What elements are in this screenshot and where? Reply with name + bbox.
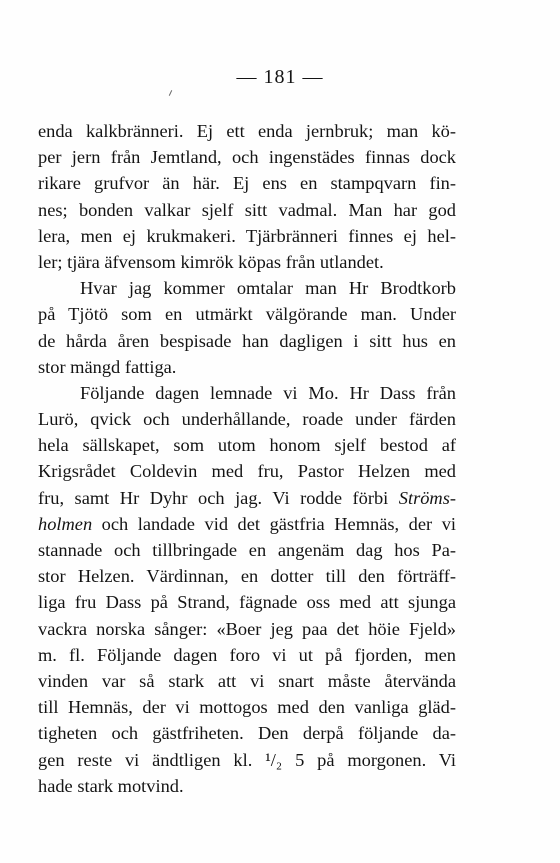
text-line: på Tjötö som en utmärkt välgörande man. Under [38, 304, 456, 325]
text-line: nes; bonden valkar sjelf sitt vadmal. Man har god [38, 199, 456, 220]
text-line: m. fl. Följande dagen foro vi ut på fjorden, men [38, 644, 456, 665]
body-text [38, 118, 456, 799]
text-line: till Hemnäs, der vi mottogos med den vanliga gläd- [38, 697, 456, 718]
text-line: ler; tjära äfvensom kimrök köpas från utlandet. [38, 251, 384, 272]
text-segment: gen reste vi ändtligen kl. [38, 749, 266, 770]
stray-ink-mark [169, 90, 172, 96]
text-line: tigheten och gästfriheten. Den derpå följande da- [38, 723, 456, 744]
text-line: vinden var så stark att vi snart måste återvända [38, 670, 456, 691]
text-line: stannade och tillbringade en angenäm dag hos Pa- [38, 540, 456, 560]
text-line: per jern från Jemtland, och ingenstädes finnas dock [38, 147, 456, 168]
text-line: stor mängd fattiga. [38, 356, 177, 377]
text-line [38, 511, 456, 537]
text-line: vackra norska sånger: «Boer jeg paa det höie Fjeld» [38, 618, 456, 639]
text-line [38, 747, 456, 773]
text-line: hela sällskapet, som utom honom sjelf bestod af [38, 435, 456, 456]
text-line: hade stark motvind. [38, 775, 184, 796]
text-segment: fru, samt Hr Dyhr och jag. Vi rodde förbi [38, 487, 399, 508]
text-segment: och landade vid det gästfria Hemnäs, der vi [92, 513, 456, 534]
text-line: liga fru Dass på Strand, fägnade oss med att sjunga [38, 592, 456, 613]
text-segment: 5 på morgonen. Vi [282, 749, 456, 770]
page-number: — 181 — [236, 66, 324, 88]
text-line [38, 485, 456, 511]
text-line: Lurö, qvick och underhållande, roade under färden [38, 409, 456, 430]
text-line: Följande dagen lemnade vi Mo. Hr Dass från [80, 382, 456, 403]
text-line: stor Helzen. Värdinnan, en dotter till den förträff- [38, 566, 456, 587]
text-line: Krigsrådet Coldevin med fru, Pastor Helzen med [38, 461, 456, 482]
fraction-half: ¹/₂ [265, 749, 283, 770]
text-line: lera, men ej krukmakeri. Tjärbränneri finnes ej hel- [38, 225, 456, 246]
italic-place-name: Ströms- [398, 487, 456, 508]
text-line: de hårda åren bespisade han dagligen i sitt hus en [38, 330, 456, 351]
italic-place-name: holmen [38, 513, 93, 534]
text-line: enda kalkbränneri. Ej ett enda jernbruk; man kö- [38, 121, 456, 141]
text-line: Hvar jag kommer omtalar man Hr Brodtkorb [80, 278, 456, 299]
text-line: rikare grufvor än här. Ej ens en stampqvarn fin- [38, 173, 456, 194]
